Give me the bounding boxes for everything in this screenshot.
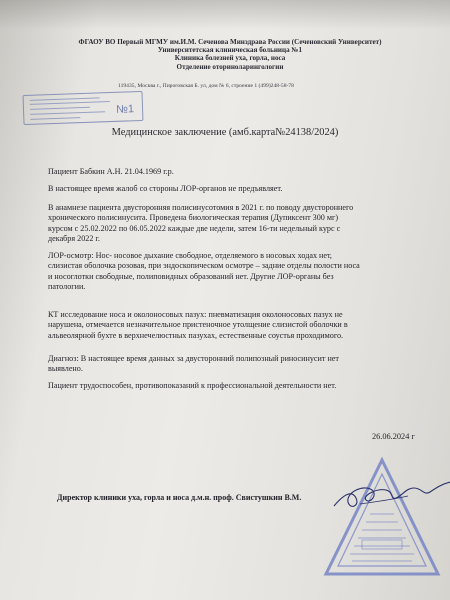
document-title: Медицинское заключение (амб.карта№24138/2024)	[111, 127, 339, 138]
diagnosis-paragraph	[48, 354, 420, 375]
patient-line: Пациент Бабкин А.Н. 21.04.1969 г.р.	[48, 167, 174, 176]
diagnosis-line: выявлено.	[48, 364, 83, 374]
ct-exam-line: альвеолярной бухте в верхнечелюстных пазухах, естественные соустья проходимого.	[48, 330, 344, 340]
ent-exam-paragraph	[48, 251, 420, 292]
conclusion-paragraph: Пациент трудоспособен, противопоказаний к профессиональной деятельности нет.	[48, 381, 337, 390]
director-signature	[330, 476, 450, 516]
ct-exam-line: нарушена, отмечается незначительное пристеночное утолщение слизистой оболочки в	[48, 320, 348, 330]
ent-exam-line: ЛОР-осмотр: Нос- носовое дыхание свободное, отделяемого в носовых ходах нет,	[48, 251, 332, 260]
ent-exam-line: слизистая оболочка розовая, при эндоскопическом осмотре – задние отделы полости носа	[48, 261, 360, 271]
ent-exam-line: патологии.	[48, 281, 86, 291]
ent-exam-line: и носоглотки свободные, полиповидных образований нет. Другие ЛОР-органы без	[48, 271, 334, 281]
letterhead-address: 119435, Москва г., Пироговская Б. ул, дом № 6, строение 1 (499)248-58-78	[118, 83, 294, 89]
registration-stamp-number: №1	[115, 103, 135, 116]
anamnesis-line: курсом с 25.02.2022 по 06.05.2022 каждые две недели, затем 16-ти недельный курс с	[48, 223, 341, 233]
anamnesis-line: хронического полисинусита. Проведена биологическая терапия (Дупиксент 300 мг)	[48, 213, 339, 223]
complaints-paragraph: В настоящее время жалоб со стороны ЛОР-органов не предъявляет.	[48, 184, 283, 193]
registration-stamp	[23, 91, 144, 125]
anamnesis-line: декабря 2022 г.	[48, 233, 100, 243]
ct-exam-paragraph	[48, 310, 420, 341]
document-date: 26.06.2024 г	[372, 432, 415, 441]
letterhead-department: Отделение оториноларингологии	[176, 62, 284, 71]
letterhead-hospital: Университетская клиническая больница №1	[157, 46, 303, 55]
letterhead	[30, 38, 430, 71]
anamnesis-paragraph	[48, 203, 420, 244]
diagnosis-line: Диагноз: В настоящее время данных за двусторонний полипозный риносинусит нет	[48, 354, 339, 363]
letterhead-organization: ФГАОУ ВО Первый МГМУ им.И.М. Сеченова Минздрава России (Сеченовский Университет)	[78, 38, 382, 46]
anamnesis-line: В анамнезе пациента двусторонняя полисинусотомия в 2021 г. по поводу двустороннего	[48, 203, 354, 212]
director-signature-line: Директор клиники уха, горла и носа д.м.н. проф. Свистушкин В.М.	[57, 493, 302, 502]
clinic-seal	[322, 456, 442, 582]
page-shadow	[0, 0, 450, 30]
letterhead-clinic: Клиника болезней уха, горла, носа	[174, 54, 286, 63]
ct-exam-line: КТ исследование носа и околоносовых пазух: пневматизация околоносовых пазух не	[48, 310, 343, 319]
